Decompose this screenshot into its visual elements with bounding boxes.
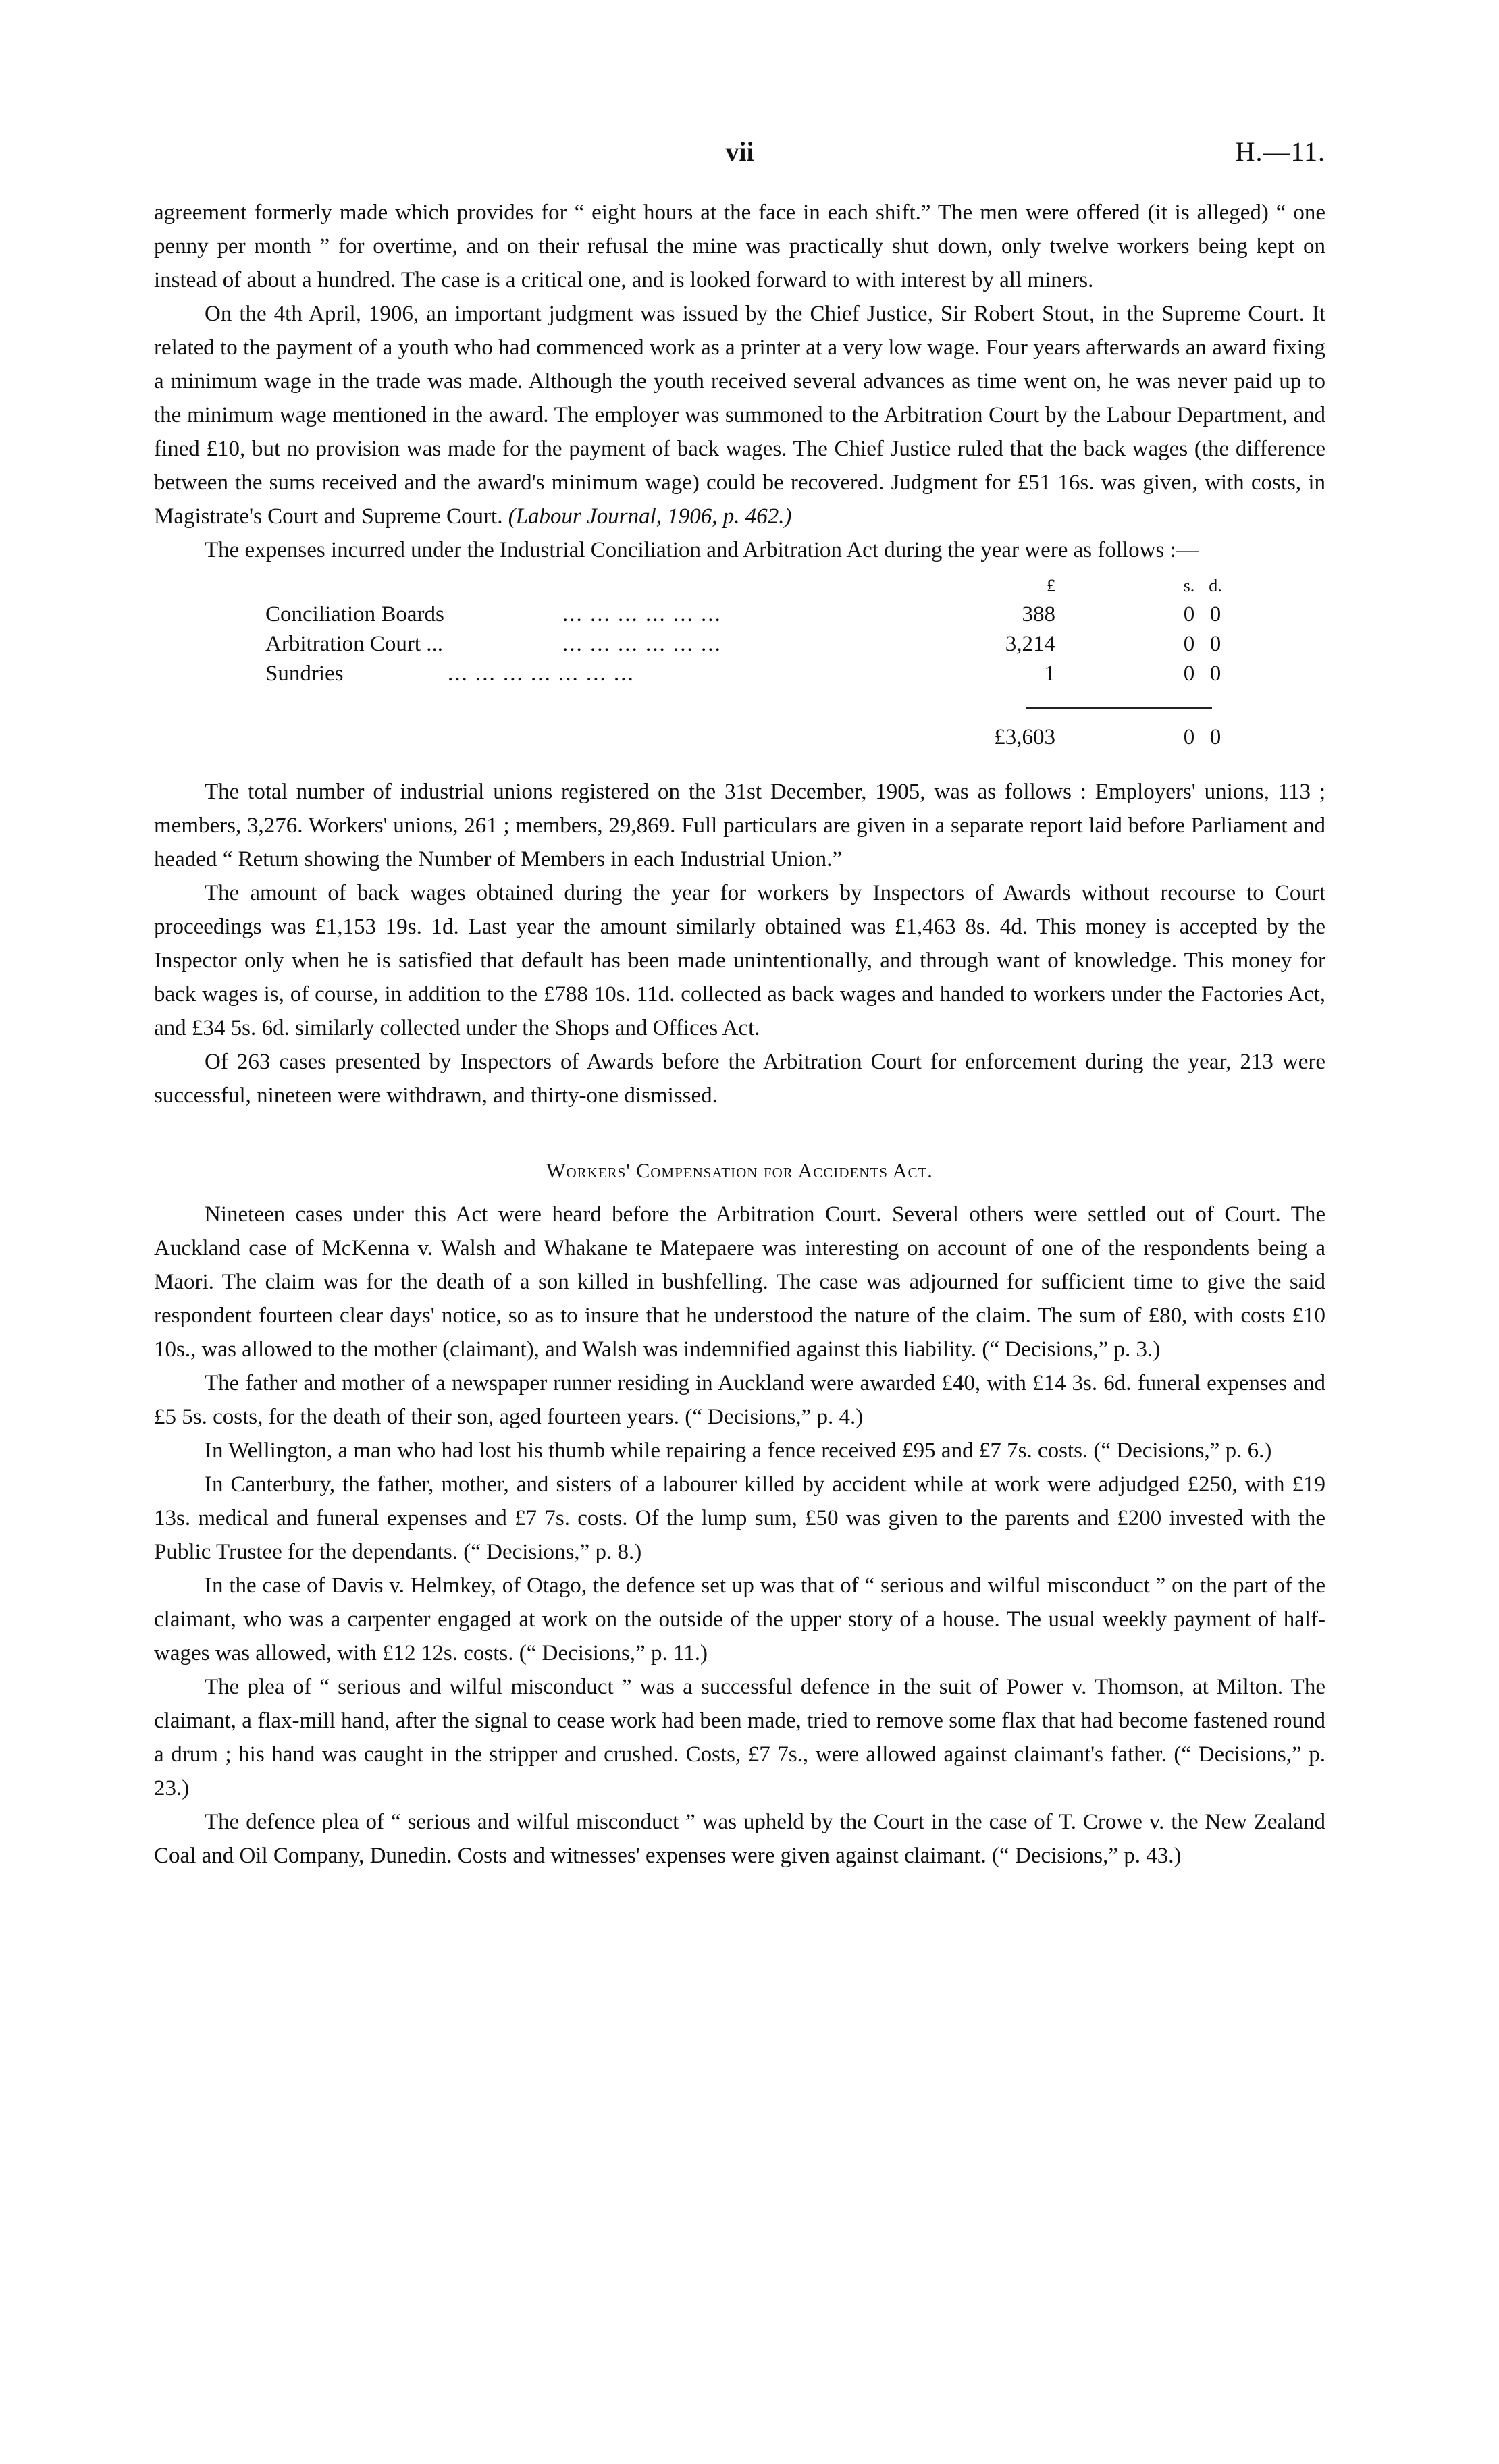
- leader-dots: ... ... ... ... ... ...: [562, 632, 722, 656]
- total-pence: 0: [1209, 725, 1221, 749]
- paragraph-davis-helmkey: In the case of Davis v. Helmkey, of Otago, the defence set up was that of “ serious and wilful misconduct ” on the part of the claimant, who was a carpenter engaged at work on the outside of the upper story of a house. The usual weekly payment of half-wages was allowed, with £12 12s. costs. (“ Decisions,” p. 11.): [154, 1574, 1325, 1665]
- expense-pence: 0: [1209, 602, 1221, 626]
- document-page: [154, 0, 1325, 1873]
- leader-dots: ... ... ... ... ... ... ...: [448, 662, 635, 686]
- page-number: vii: [725, 136, 754, 167]
- paragraph-canterbury: In Canterbury, the father, mother, and sisters of a labourer killed by accident while at work were adjudged £250, with £19 13s. medical and funeral expenses and £7 7s. costs. Of the lump sum, £50 was given to the parents and £200 invested with the Public Trustee for the dependants. (“ Decisions,” p. 8.): [154, 1472, 1325, 1564]
- expense-row: [265, 659, 1224, 689]
- expense-pounds: 1: [1044, 662, 1055, 686]
- paragraph-compensation-cases: Nineteen cases under this Act were heard before the Arbitration Court. Several others were settled out of Court. The Auckland case of McKenna v. Walsh and Whakane te Matepaere was interesting on account of one of the respondents being a Maori. The claim was for the death of a son killed in bushfelling. The case was adjourned for sufficient time to give the said respondent fourteen clear days' notice, so as to insure that he understood the nature of the claim. The sum of £80, with costs £10 10s., was allowed to the mother (claimant), and Walsh was indemnified against this liability. (“ Decisions,” p. 3.): [154, 1202, 1325, 1362]
- pounds-header: £: [1047, 576, 1055, 595]
- shillings-header: s.: [1183, 576, 1195, 595]
- paragraph-back-wages: The amount of back wages obtained during the year for workers by Inspectors of Awards without recourse to Court proceedings was £1,153 19s. 1d. Last year the amount similarly obtained was £1,463 8s. 4d. This money is accepted by the Inspector only when he is satisfied that default has been made unintentionally, and through want of knowledge. This money for back wages is, of course, in addition to the £788 10s. 11d. collected as back wages and handed to workers under the Factories Act, and £34 5s. 6d. similarly collected under the Shops and Offices Act.: [154, 881, 1325, 1040]
- paragraph-unions: The total number of industrial unions registered on the 31st December, 1905, was as follows : Employers' unions, 113 ; members, 3,276. Workers' unions, 261 ; members, 29,869. Full particulars are given in a separate report laid before Parliament and headed “ Return showing the Number of Members in each Industrial Union.”: [154, 780, 1325, 872]
- document-reference: H.—11.: [1235, 136, 1325, 167]
- paragraph-wellington: In Wellington, a man who had lost his thumb while repairing a fence received £95 and £7 7s. costs. (“ Decisions,” p. 6.): [205, 1439, 1272, 1463]
- expense-pounds: 3,214: [1005, 632, 1055, 656]
- paragraph-cases: Of 263 cases presented by Inspectors of Awards before the Arbitration Court for enforcement during the year, 213 were successful, nineteen were withdrawn, and thirty-one dismissed.: [154, 1050, 1325, 1108]
- paragraph-newspaper-runner: The father and mother of a newspaper runner residing in Auckland were awarded £40, with £14 3s. 6d. funeral expenses and £5 5s. costs, for the death of their son, aged fourteen years. (“ Decisions,” p. 4.): [154, 1371, 1325, 1429]
- judgment-text: On the 4th April, 1906, an important judgment was issued by the Chief Justice, Sir Robert Stout, in the Supreme Court. It related to the payment of a youth who had commenced work as a printer at a very low wage. Four years afterwards an award fixing a minimum wage in the trade was made. Although the youth received several advances as time went on, he was never paid up to the minimum wage mentioned in the award. The employer was summoned to the Arbitration Court by the Labour Department, and fined £10, but no provision was made for the payment of back wages. The Chief Justice ruled that the back wages (the difference between the sums received and the award's minimum wage) could be recovered. Judgment for £51 16s. was given, with costs, in Magistrate's Court and Supreme Court.: [154, 302, 1325, 529]
- currency-header-row: [265, 572, 1224, 599]
- expense-shillings: 0: [1183, 632, 1195, 656]
- total-pounds: £3,603: [994, 725, 1055, 749]
- page-header: [154, 135, 1325, 196]
- paragraph-crowe: The defence plea of “ serious and wilful misconduct ” was upheld by the Court in the case of T. Crowe v. the New Zealand Coal and Oil Company, Dunedin. Costs and witnesses' expenses were given against claimant. (“ Decisions,” p. 43.): [154, 1810, 1325, 1868]
- paragraph-judgment: [154, 297, 1325, 533]
- judgment-citation: (Labour Journal, 1906, p. 462.): [508, 504, 792, 529]
- paragraph-expenses-intro: The expenses incurred under the Industrial Conciliation and Arbitration Act during the year were as follows :—: [205, 538, 1199, 562]
- paragraph-mine-dispute: agreement formerly made which provides for “ eight hours at the face in each shift.” The men were offered (it is alleged) “ one penny per month ” for overtime, and on their refusal the mine was practically shut down, only twelve workers being kept on instead of about a hundred. The case is a critical one, and is looked forward to with interest by all miners.: [154, 200, 1325, 292]
- expense-pence: 0: [1209, 662, 1221, 686]
- expense-pounds: 388: [1022, 602, 1055, 626]
- expense-label: Arbitration Court ...: [265, 632, 444, 656]
- expense-label: Sundries: [265, 662, 344, 686]
- leader-dots: ... ... ... ... ... ...: [562, 602, 722, 626]
- total-rule: [1026, 707, 1212, 709]
- pence-header: d.: [1209, 576, 1222, 595]
- expense-pence: 0: [1209, 632, 1221, 656]
- expense-total-row: [265, 722, 1224, 752]
- expense-row: [265, 599, 1224, 629]
- expenses-table: [154, 572, 1325, 775]
- expense-row: [265, 629, 1224, 659]
- expense-shillings: 0: [1183, 662, 1195, 686]
- paragraph-power-thomson: The plea of “ serious and wilful misconduct ” was a successful defence in the suit of Power v. Thomson, at Milton. The claimant, a flax-mill hand, after the signal to cease work had been made, tried to remove some flax that had become fastened round a drum ; his hand was caught in the stripper and crushed. Costs, £7 7s., were allowed against claimant's father. (“ Decisions,” p. 23.): [154, 1675, 1325, 1800]
- total-shillings: 0: [1183, 725, 1195, 749]
- section-heading: Workers' Compensation for Accidents Act.: [546, 1160, 933, 1182]
- expense-shillings: 0: [1183, 602, 1195, 626]
- expense-label: Conciliation Boards: [265, 602, 444, 626]
